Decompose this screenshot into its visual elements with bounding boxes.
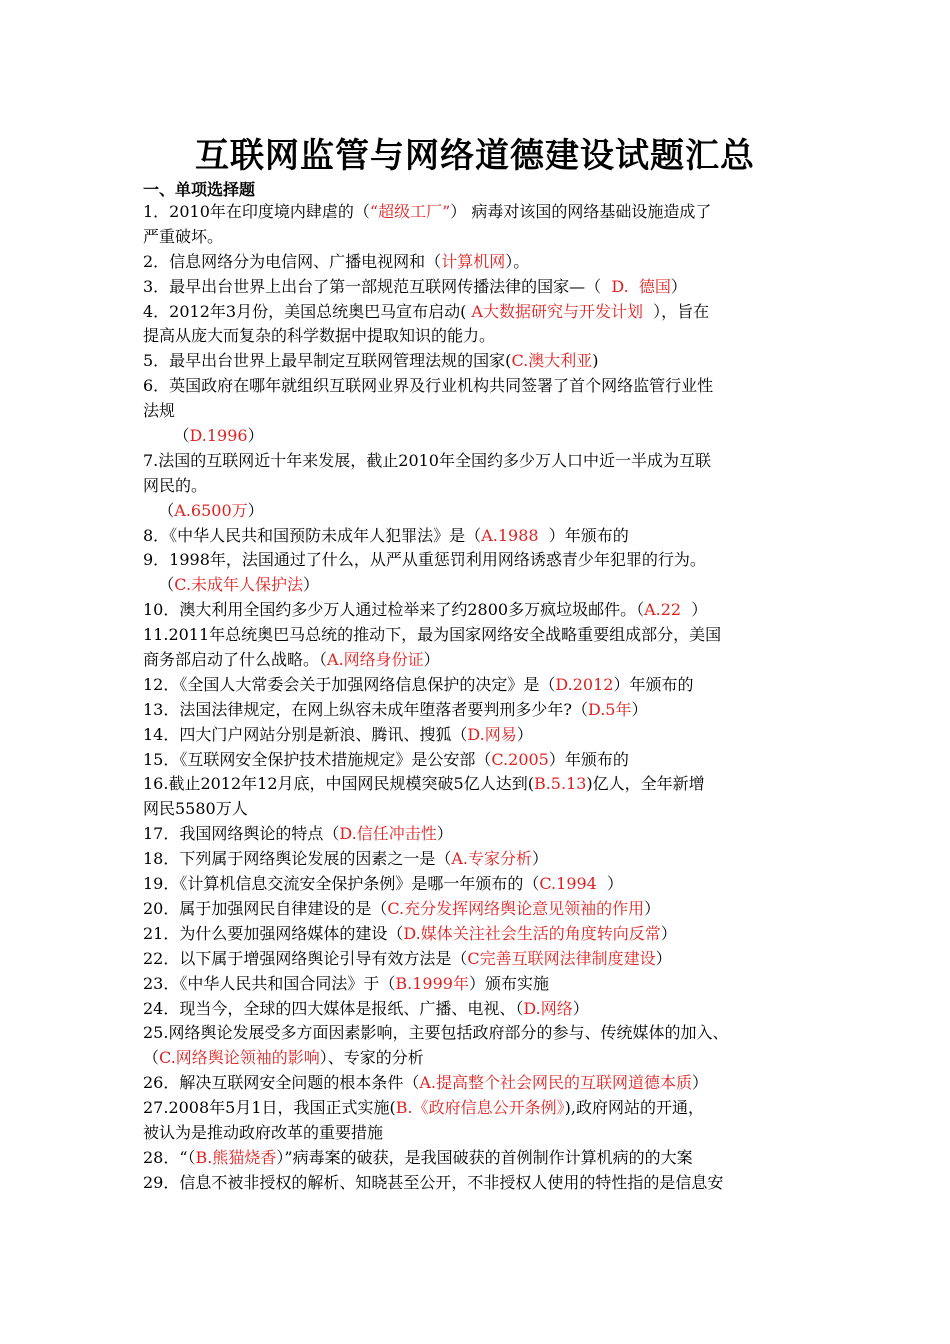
question-line bbox=[143, 300, 828, 325]
answer-text: D.媒体关注社会生活的角度转向反常 bbox=[403, 923, 661, 943]
question-text: 12．《全国人大常委会关于加强网络信息保护的决定》是（ bbox=[143, 674, 556, 694]
question-line bbox=[143, 772, 828, 797]
question-text: ） bbox=[644, 898, 661, 918]
question-text: 1．2010年在印度境内肆虐的（ bbox=[143, 202, 370, 221]
answer-text: A.网络身份证 bbox=[327, 650, 424, 670]
question-text: ） bbox=[247, 426, 264, 446]
question-line bbox=[143, 200, 828, 225]
question-text: （ bbox=[143, 500, 175, 520]
question-text: ），旨在 bbox=[653, 301, 710, 321]
question-text: 9．1998年，法国通过了什么，从严从重惩罚利用网络诱惑青少年犯罪的行为。 bbox=[143, 550, 706, 570]
question-line bbox=[143, 424, 828, 449]
question-text: ） bbox=[532, 849, 549, 869]
question-text: ） 病毒对该国的网络基础设施造成了 bbox=[450, 202, 712, 221]
question-text: ）年颁布的 bbox=[613, 674, 694, 694]
question-line bbox=[143, 673, 828, 698]
answer-text: C.未成年人保护法 bbox=[174, 575, 304, 595]
question-text: ）颁布实施 bbox=[468, 973, 549, 993]
answer-text: C.网络舆论领袖的影响 bbox=[159, 1048, 320, 1068]
question-line bbox=[143, 449, 828, 474]
question-text: ）”病毒案的破获，是我国破获的首例制作计算机病的的大案 bbox=[276, 1147, 693, 1167]
question-line bbox=[143, 225, 828, 250]
answer-text: D.1996 bbox=[189, 426, 248, 446]
question-line bbox=[143, 922, 828, 947]
question-text: 网民的。 bbox=[143, 475, 208, 495]
question-text: 6．英国政府在哪年就组织互联网业界及行业机构共同签署了首个网络监管行业性 bbox=[143, 376, 714, 396]
question-text: 网民5580万人 bbox=[143, 799, 248, 819]
question-line bbox=[143, 275, 828, 300]
question-text: 20．属于加强网民自律建设的是（ bbox=[143, 898, 388, 918]
question-text: 4．2012年3月份，美国总统奥巴马宣布启动( bbox=[143, 301, 467, 321]
answer-text: A大数据研究与开发计划 bbox=[466, 301, 654, 321]
question-text: 14．四大门户网站分别是新浪、腾讯、搜狐（ bbox=[143, 724, 468, 744]
question-text: ） bbox=[691, 600, 708, 620]
question-line bbox=[143, 1146, 828, 1171]
question-text: ）、专家的分析 bbox=[319, 1048, 424, 1068]
question-line bbox=[143, 997, 828, 1022]
question-line bbox=[143, 1096, 828, 1121]
question-text: ） bbox=[303, 575, 320, 595]
question-line bbox=[143, 250, 828, 275]
question-line bbox=[143, 374, 828, 399]
question-line bbox=[143, 822, 828, 847]
question-text: 22．以下属于增强网络舆论引导有效方法是（ bbox=[143, 948, 468, 968]
question-text: 3．最早出台世界上出台了第一部规范互联网传播法律的国家—（ bbox=[143, 276, 612, 296]
question-text: 24．现当今，全球的四大媒体是报纸、广播、电视、（ bbox=[143, 998, 524, 1018]
question-text: 15．《互联网安全保护技术措施规定》是公安部（ bbox=[143, 749, 492, 769]
answer-text: A.6500万 bbox=[174, 500, 248, 520]
question-text: 21．为什么要加强网络媒体的建设（ bbox=[143, 923, 404, 943]
question-text: 17．我国网络舆论的特点（ bbox=[143, 824, 340, 844]
question-text: 13．法国法律规定，在网上纵容未成年堕落者要判刑多少年?（ bbox=[143, 699, 588, 719]
question-line bbox=[143, 524, 828, 549]
question-text: ） bbox=[572, 998, 589, 1018]
question-text: 16.截止2012年12月底，中国网民规模突破5亿人达到( bbox=[143, 774, 534, 794]
answer-text: B.《政府信息公开条例》 bbox=[395, 1098, 565, 1118]
question-text: ） bbox=[516, 724, 533, 744]
question-text: ）年颁布的 bbox=[548, 525, 629, 545]
answer-text: D. 德国 bbox=[611, 276, 671, 296]
question-line bbox=[143, 548, 828, 573]
question-text: ） bbox=[692, 1073, 709, 1093]
question-line bbox=[143, 349, 828, 374]
question-line bbox=[143, 573, 828, 598]
question-line bbox=[143, 399, 828, 424]
question-line bbox=[143, 847, 828, 872]
question-text: ） bbox=[655, 948, 672, 968]
question-text: 8．《中华人民共和国预防未成年人犯罪法》是（ bbox=[143, 525, 482, 545]
question-text: 7.法国的互联网近十年来发展，截止2010年全国约多少万人口中近一半成为互联 bbox=[143, 450, 711, 470]
answer-text: D.5年 bbox=[587, 699, 632, 719]
answer-text: A.1988 bbox=[481, 525, 549, 545]
question-text: 法规 bbox=[143, 401, 176, 421]
question-line bbox=[143, 499, 828, 524]
question-text: ）。 bbox=[505, 251, 530, 271]
question-text: 26．解决互联网安全问题的根本条件（ bbox=[143, 1073, 420, 1093]
question-line bbox=[143, 698, 828, 723]
question-line bbox=[143, 1121, 828, 1146]
question-text: 严重破坏。 bbox=[143, 226, 224, 246]
question-text: 29．信息不被非授权的解析、知晓甚至公开，不非授权人使用的特性指的是信息安 bbox=[143, 1172, 724, 1192]
question-line bbox=[143, 623, 828, 648]
question-text: 提高从庞大而复杂的科学数据中提取知识的能力。 bbox=[143, 326, 496, 346]
question-text: 11.2011年总统奥巴马总统的推动下，最为国家网络安全战略重要组成部分，美国 bbox=[143, 625, 722, 645]
question-text: 19．《计算机信息交流安全保护条例》是哪一年颁布的（ bbox=[143, 874, 540, 894]
question-line bbox=[143, 723, 828, 748]
question-line bbox=[143, 797, 828, 822]
answer-text: B.1999年 bbox=[395, 973, 469, 993]
question-text: ) bbox=[592, 351, 599, 371]
answer-text: 计算机网 bbox=[441, 251, 506, 271]
answer-text: C.2005 bbox=[491, 749, 549, 769]
answer-text: D.网易 bbox=[467, 724, 517, 744]
question-text: ） bbox=[436, 824, 453, 844]
answer-text: B.5.13 bbox=[533, 774, 587, 794]
answer-text: B.熊猫烧香 bbox=[195, 1147, 277, 1167]
answer-text: C.充分发挥网络舆论意见领袖的作用 bbox=[387, 898, 645, 918]
question-line bbox=[143, 474, 828, 499]
question-text: ） bbox=[247, 500, 264, 520]
question-text: （ bbox=[143, 426, 190, 446]
question-text: 23．《中华人民共和国合同法》于（ bbox=[143, 973, 396, 993]
section-heading: 一、单项选择题 bbox=[143, 180, 256, 199]
question-line bbox=[143, 648, 828, 673]
question-line bbox=[143, 748, 828, 773]
question-text: 2．信息网络分为电信网、广播电视网和（ bbox=[143, 251, 442, 271]
answer-text: C完善互联网法律制度建设 bbox=[467, 948, 656, 968]
answer-text: A.专家分析 bbox=[451, 849, 533, 869]
question-text: 25.网络舆论发展受多方面因素影响，主要包括政府部分的参与、传统媒体的加入、 bbox=[143, 1023, 729, 1043]
question-text: ）年颁布的 bbox=[548, 749, 629, 769]
question-text: 27.2008年5月1日，我国正式实施( bbox=[143, 1098, 396, 1118]
question-text: 被认为是推动政府改革的重要措施 bbox=[143, 1122, 384, 1142]
question-text: ） bbox=[607, 874, 624, 894]
question-text: )亿人，全年新增 bbox=[586, 774, 705, 794]
question-text: 商务部启动了什么战略。（ bbox=[143, 650, 328, 670]
question-text: 5．最早出台世界上最早制定互联网管理法规的国家( bbox=[143, 351, 512, 371]
question-text: 28．“（ bbox=[143, 1147, 196, 1167]
answer-text: D.网络 bbox=[523, 998, 573, 1018]
answer-text: D.信任冲击性 bbox=[339, 824, 437, 844]
question-list bbox=[143, 200, 828, 1196]
question-line bbox=[143, 1171, 828, 1196]
question-text: 18．下列属于网络舆论发展的因素之一是（ bbox=[143, 849, 452, 869]
question-text: （ bbox=[143, 1048, 160, 1068]
question-text: （ bbox=[143, 575, 175, 595]
question-line bbox=[143, 972, 828, 997]
question-line bbox=[143, 1021, 828, 1046]
question-text: ） bbox=[670, 276, 687, 296]
answer-text: “超级工厂” bbox=[369, 202, 451, 221]
question-text: ),政府网站的开通， bbox=[564, 1098, 704, 1118]
question-text: ） bbox=[423, 650, 440, 670]
question-text: ） bbox=[660, 923, 677, 943]
question-line bbox=[143, 1071, 828, 1096]
question-line bbox=[143, 1046, 828, 1071]
question-text: ） bbox=[631, 699, 648, 719]
answer-text: C.澳大利亚 bbox=[511, 351, 593, 371]
question-text: 10．澳大利用全国约多少万人通过检举来了约2800多万疯垃圾邮件。（ bbox=[143, 600, 645, 620]
question-line bbox=[143, 897, 828, 922]
question-line bbox=[143, 598, 828, 623]
document-title: 互联网监管与网络道德建设试题汇总 bbox=[195, 136, 755, 176]
answer-text: D.2012 bbox=[555, 674, 614, 694]
answer-text: C.1994 bbox=[539, 874, 608, 894]
question-line bbox=[143, 324, 828, 349]
question-line bbox=[143, 872, 828, 897]
answer-text: A.提高整个社会网民的互联网道德本质 bbox=[419, 1073, 693, 1093]
answer-text: A.22 bbox=[644, 600, 692, 620]
question-line bbox=[143, 947, 828, 972]
